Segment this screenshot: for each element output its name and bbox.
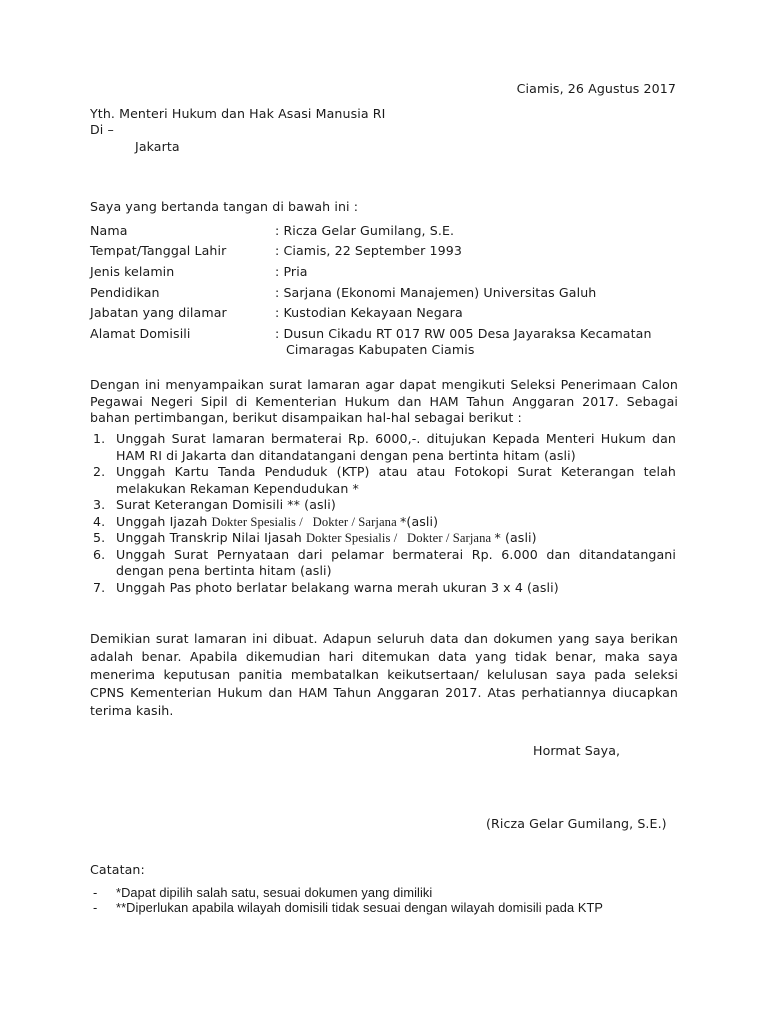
item-text-post: *(asli) <box>400 513 439 529</box>
field-label-address: Alamat Domisili <box>90 326 191 341</box>
intro-text: Saya yang bertanda tangan di bawah ini : <box>90 199 359 214</box>
list-item <box>90 464 676 497</box>
item-text-pre: Unggah Ijazah <box>116 513 212 529</box>
field-value-education: : Sarjana (Ekonomi Manajemen) Universitas Galuh <box>275 285 597 300</box>
list-item <box>90 547 676 580</box>
list-item <box>90 431 676 464</box>
field-value-address: : Dusun Cikadu RT 017 RW 005 Desa Jayaraksa Kecamatan <box>275 326 652 341</box>
item-text: Surat Keterangan Domisili ** (asli) <box>116 497 336 512</box>
field-value-gender: : Pria <box>275 264 308 279</box>
note-dash: - <box>93 885 98 900</box>
item-number: 1. <box>93 431 106 446</box>
salutation: Hormat Saya, <box>533 743 621 758</box>
field-value-address-cont: Cimaragas Kabupaten Ciamis <box>286 342 475 357</box>
item-text: Unggah Pas photo berlatar belakang warna merah ukuran 3 x 4 (asli) <box>116 579 559 595</box>
recipient-line-3: Jakarta <box>135 139 180 154</box>
note-text: *Dapat dipilih salah satu, sesuai dokumen yang dimiliki <box>116 885 433 900</box>
item-number: 5. <box>93 530 106 545</box>
note-dash: - <box>93 900 98 915</box>
list-item <box>90 514 676 531</box>
recipient-line-1: Yth. Menteri Hukum dan Hak Asasi Manusia RI <box>90 106 386 121</box>
item-number: 3. <box>93 497 106 512</box>
item-text: Unggah Surat lamaran bermaterai Rp. 6000,-. ditujukan Kepada Menteri Hukum dan HAM RI di Jakarta dan ditandatangani dengan pena bertinta hitam (asli) <box>116 431 676 463</box>
field-value-birth: : Ciamis, 22 September 1993 <box>275 243 462 258</box>
place-date: Ciamis, 26 Agustus 2017 <box>516 81 676 96</box>
field-value-name: : Ricza Gelar Gumilang, S.E. <box>275 223 455 238</box>
field-label-position: Jabatan yang dilamar <box>90 305 227 320</box>
note-item <box>90 885 603 900</box>
body-paragraph: Dengan ini menyampaikan surat lamaran agar dapat mengikuti Seleksi Penerimaan Calon Pegawai Negeri Sipil di Kementerian Hukum dan HAM Tahun Anggaran 2017. Sebagai bahan pertimbangan, berikut disampaikan hal-hal sebagai berikut : <box>90 377 678 425</box>
notes-list <box>90 885 603 915</box>
note-item <box>90 900 603 915</box>
item-number: 6. <box>93 546 106 562</box>
requirements-list <box>90 431 676 596</box>
item-text-pre: Unggah Transkrip Nilai Ijasah <box>116 530 306 545</box>
field-label-name: Nama <box>90 223 128 238</box>
notes-title: Catatan: <box>90 862 145 877</box>
field-label-birth: Tempat/Tanggal Lahir <box>90 243 227 258</box>
item-number: 7. <box>93 579 106 595</box>
item-text: Unggah Surat Pernyataan dari pelamar bermaterai Rp. 6.000 dan ditandatangani dengan pena bertinta hitam (asli) <box>116 546 676 578</box>
item-text-serif: Dokter Spesialis / Dokter / Sarjana <box>305 531 495 545</box>
list-item <box>90 497 676 514</box>
item-text: Unggah Kartu Tanda Penduduk (KTP) atau atau Fotokopi Surat Keterangan telah melakukan Rekaman Kependudukan * <box>116 464 676 496</box>
item-text-post: * (asli) <box>494 530 537 545</box>
recipient-line-2: Di – <box>90 122 114 137</box>
note-text: **Diperlukan apabila wilayah domisili tidak sesuai dengan wilayah domisili pada KTP <box>116 900 604 915</box>
item-number: 2. <box>93 464 106 479</box>
field-label-gender: Jenis kelamin <box>90 264 175 279</box>
list-item <box>90 530 676 547</box>
list-item <box>90 580 676 597</box>
field-label-education: Pendidikan <box>90 285 160 300</box>
item-number: 4. <box>93 513 106 529</box>
signature-name: (Ricza Gelar Gumilang, S.E.) <box>486 816 667 831</box>
field-value-position: : Kustodian Kekayaan Negara <box>275 305 463 320</box>
closing-paragraph: Demikian surat lamaran ini dibuat. Adapun seluruh data dan dokumen yang saya berikan adalah benar. Apabila dikemudian hari ditemukan data yang tidak benar, maka saya menerima keputusan panitia membatalkan keikutsertaan/ kelulusan saya pada seleksi CPNS Kementerian Hukum dan HAM Tahun Anggaran 2017. Atas perhatiannya diucapkan terima kasih. <box>90 631 678 718</box>
item-text-serif: Dokter Spesialis / Dokter / Sarjana <box>211 514 401 529</box>
